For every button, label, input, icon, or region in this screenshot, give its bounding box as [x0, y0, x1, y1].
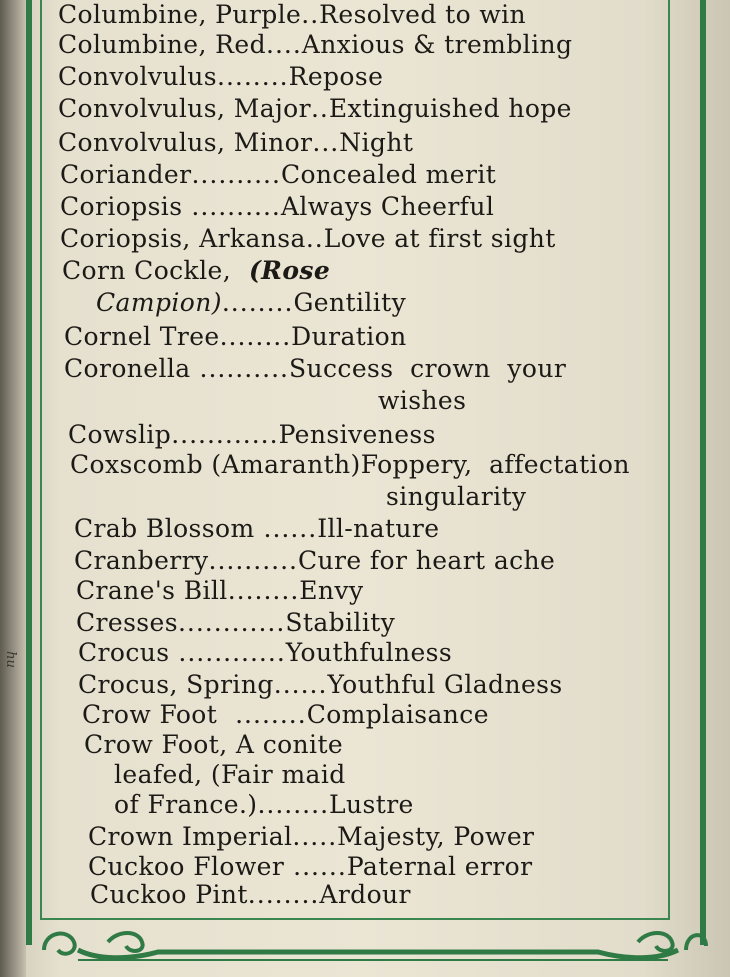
entry-columbine-red: Columbine, Red....Anxious & trembling [58, 30, 573, 59]
entry-crow-foot: Crow Foot ........Complaisance [82, 700, 489, 729]
entry-crocus-spring: Crocus, Spring......Youthful Gladness [78, 670, 563, 699]
entry-coronella: Coronella ..........Success crown your [64, 354, 567, 383]
entry-convolvulus-minor: Convolvulus, Minor...Night [58, 128, 414, 157]
entry-coriopsis-arkansa: Coriopsis, Arkansa..Love at first sight [60, 224, 556, 253]
entry-coxscomb: Coxscomb (Amaranth)Foppery, affectation [70, 450, 630, 479]
entry-coxscomb-continued: singularity [386, 482, 527, 511]
entry-crow-foot-aconite: Crow Foot, A conite [84, 730, 344, 759]
entry-crocus: Crocus ............Youthfulness [78, 638, 453, 667]
entry-cuckoo-flower: Cuckoo Flower ......Paternal error [88, 852, 533, 881]
entry-cranberry: Cranberry..........Cure for heart ache [74, 546, 556, 575]
entry-cornel-tree: Cornel Tree........Duration [64, 322, 407, 351]
entry-cuckoo-pint: Cuckoo Pint........Ardour [90, 880, 411, 909]
entry-cranes-bill: Crane's Bill........Envy [76, 576, 364, 605]
entry-cresses: Cresses............Stability [76, 608, 396, 637]
entry-convolvulus: Convolvulus........Repose [58, 62, 384, 91]
entry-crown-imperial: Crown Imperial.....Majesty, Power [88, 822, 535, 851]
entry-coriander: Coriander..........Concealed merit [60, 160, 497, 189]
entry-coriopsis: Coriopsis ..........Always Cheerful [60, 192, 495, 221]
entry-columbine-purple: Columbine, Purple..Resolved to win [58, 0, 527, 29]
entry-convolvulus-major: Convolvulus, Major..Extinguished hope [58, 94, 572, 123]
entry-cowslip: Cowslip............Pensiveness [68, 420, 436, 449]
entry-rose-campion: Campion)........Gentility [96, 288, 407, 317]
entry-crow-foot-aconite-3: of France.)........Lustre [114, 790, 414, 819]
spine-fragment-text: hu [2, 651, 18, 668]
entry-crab-blossom: Crab Blossom ......Ill-nature [74, 514, 440, 543]
entry-corn-cockle: Corn Cockle, (Rose [62, 256, 331, 285]
entry-coronella-continued: wishes [378, 386, 467, 415]
entry-crow-foot-aconite-2: leafed, (Fair maid [114, 760, 346, 789]
